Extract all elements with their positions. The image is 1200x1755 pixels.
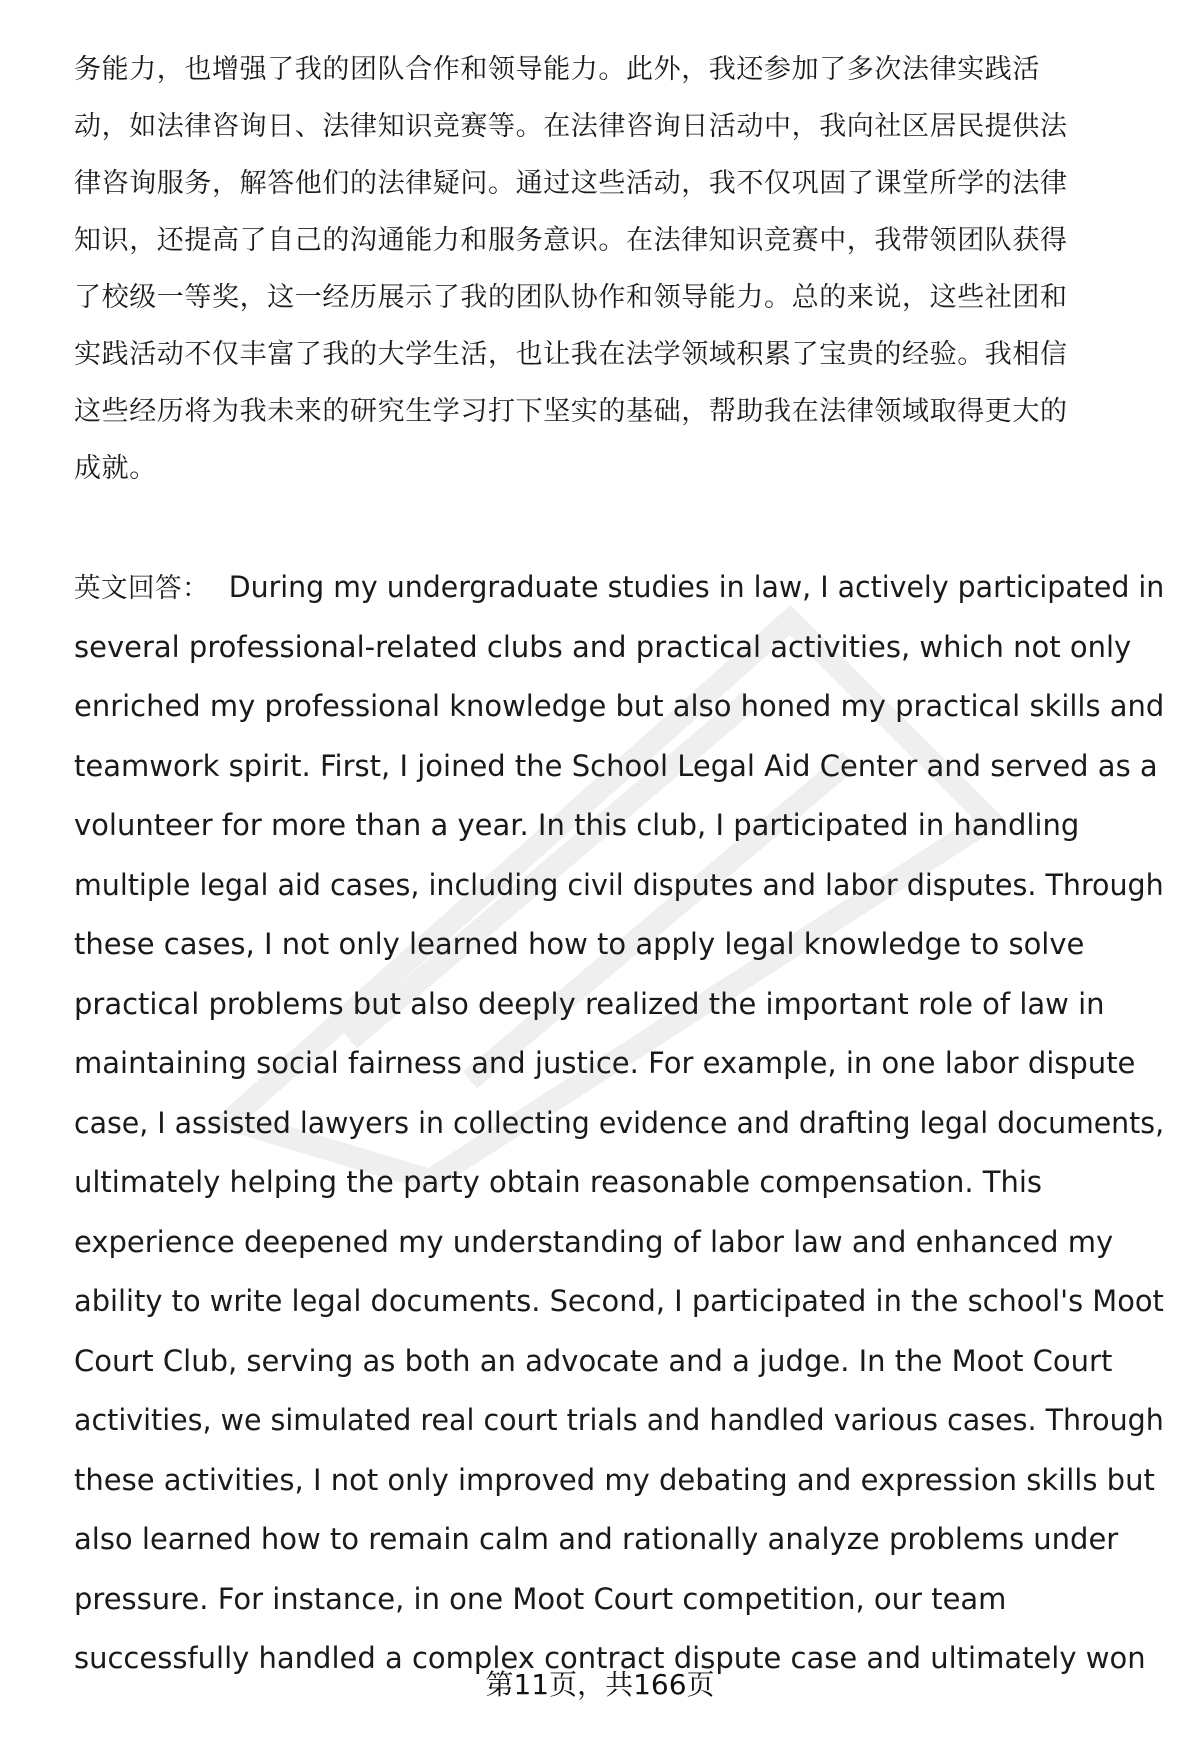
english-line: teamwork spirit. First, I joined the School Legal Aid Center and served as a [74,748,1158,783]
english-line: pressure. For instance, in one Moot Court competition, our team [74,1581,1007,1616]
english-answer-label: 英文回答： [74,573,210,604]
english-line: Court Club, serving as both an advocate and a judge. In the Moot Court [74,1343,1113,1378]
english-line: these activities, I not only improved my debating and expression skills but [74,1462,1155,1497]
english-line: multiple legal aid cases, including civil disputes and labor disputes. Through [74,867,1164,902]
chinese-line: 成就。 [74,453,157,484]
english-line: volunteer for more than a year. In this club, I participated in handling [74,808,1080,842]
english-line: successfully handled a complex contract dispute case and ultimately won [74,1641,1146,1675]
english-line: case, I assisted lawyers in collecting evidence and drafting legal documents, [74,1105,1165,1140]
english-line: these cases, I not only learned how to apply legal knowledge to solve [74,927,1085,961]
english-line: several professional-related clubs and practical activities, which not only [74,629,1132,664]
english-line-first [74,557,1164,619]
chinese-line: 知识，还提高了自己的沟通能力和服务意识。在法律知识竞赛中，我带领团队获得 [74,225,1068,256]
chinese-line: 律咨询服务，解答他们的法律疑问。通过这些活动，我不仅巩固了课堂所学的法律 [74,168,1068,199]
chinese-line: 动，如法律咨询日、法律知识竞赛等。在法律咨询日活动中，我向社区居民提供法 [74,111,1068,142]
english-line: ability to write legal documents. Second, I participated in the school's Moot [74,1284,1164,1318]
chinese-line: 实践活动不仅丰富了我的大学生活，也让我在法学领域积累了宝贵的经验。我相信 [74,339,1068,370]
chinese-line: 务能力，也增强了我的团队合作和领导能力。此外，我还参加了多次法律实践活 [74,54,1040,85]
english-line: ultimately helping the party obtain reasonable compensation. This [74,1165,1043,1199]
english-line: activities, we simulated real court trials and handled various cases. Through [74,1403,1164,1437]
english-line: practical problems but also deeply realized the important role of law in [74,986,1105,1021]
chinese-line: 了校级一等奖，这一经历展示了我的团队协作和领导能力。总的来说，这些社团和 [74,282,1068,313]
english-line: maintaining social fairness and justice. For example, in one labor dispute [74,1046,1136,1080]
chinese-line: 这些经历将为我未来的研究生学习打下坚实的基础，帮助我在法律领域取得更大的 [74,396,1068,427]
english-line: experience deepened my understanding of labor law and enhanced my [74,1224,1114,1259]
english-line-text: During my undergraduate studies in law, I actively participated in [228,570,1165,604]
english-line: enriched my professional knowledge but also honed my practical skills and [74,689,1165,723]
english-line: also learned how to remain calm and rationally analyze problems under [74,1522,1119,1556]
page-number-footer: 第11页，共166页 [485,1668,715,1701]
